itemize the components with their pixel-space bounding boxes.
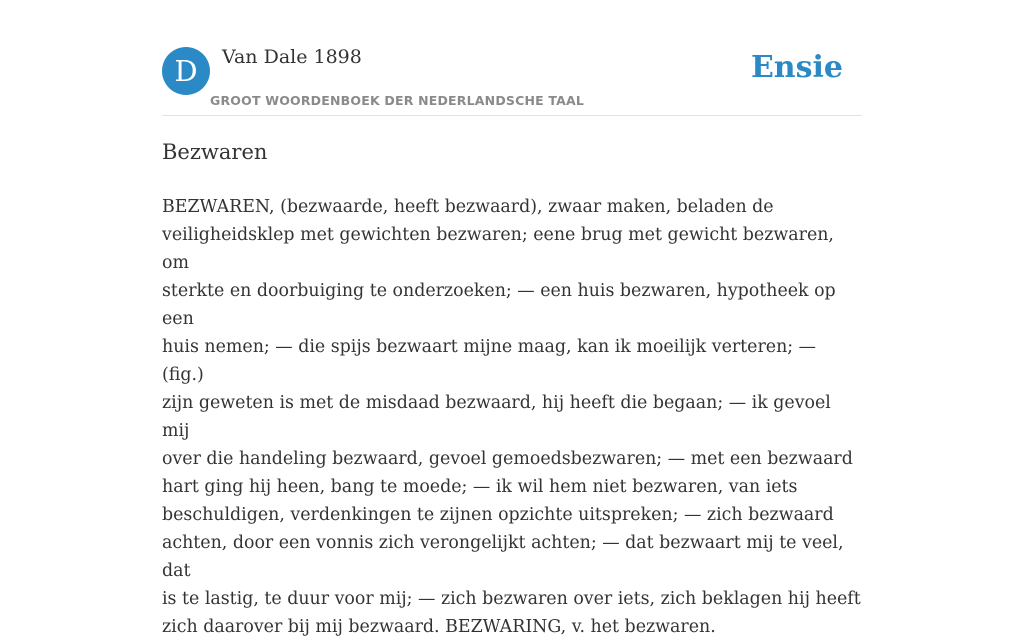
header-divider bbox=[162, 115, 862, 116]
dictionary-title[interactable]: Van Dale 1898 bbox=[222, 46, 362, 68]
dictionary-logo-icon[interactable]: D bbox=[162, 47, 210, 95]
dictionary-subtitle: GROOT WOORDENBOEK DER NEDERLANDSCHE TAAL bbox=[210, 93, 585, 108]
entry-definition: BEZWAREN, (bezwaarde, heeft bezwaard), zwaar maken, beladen de veiligheidsklep met gewichten bezwaren; eene brug met gewicht bezwaren, om sterkte en doorbuiging te onderzoeken; — een huis bezwaren, hypotheek op een huis nemen; — die spijs bezwaart mijne maag, kan ik moeilijk verteren; — (fig.) zijn geweten is met de misdaad bezwaard, hij heeft die begaan; — ik gevoel mij over die handeling bezwaard, gevoel gemoedsbezwaren; — met een bezwaard hart ging hij heen, bang te moede; — ik wil hem niet bezwaren, van iets beschuldigen, verdenkingen te zijnen opzichte uitspreken; — zich bezwaard achten, door een vonnis zich verongelijkt achten; — dat bezwaart mij te veel, dat is te lastig, te duur voor mij; — zich bezwaren over iets, zich beklagen hij heeft zich daarover bij mij bezwaard. BEZWARING, v. het bezwaren. bbox=[162, 197, 861, 637]
brand-logo[interactable]: Ensie bbox=[750, 50, 843, 85]
entry-headword: Bezwaren bbox=[162, 140, 268, 164]
dictionary-header bbox=[162, 46, 862, 116]
